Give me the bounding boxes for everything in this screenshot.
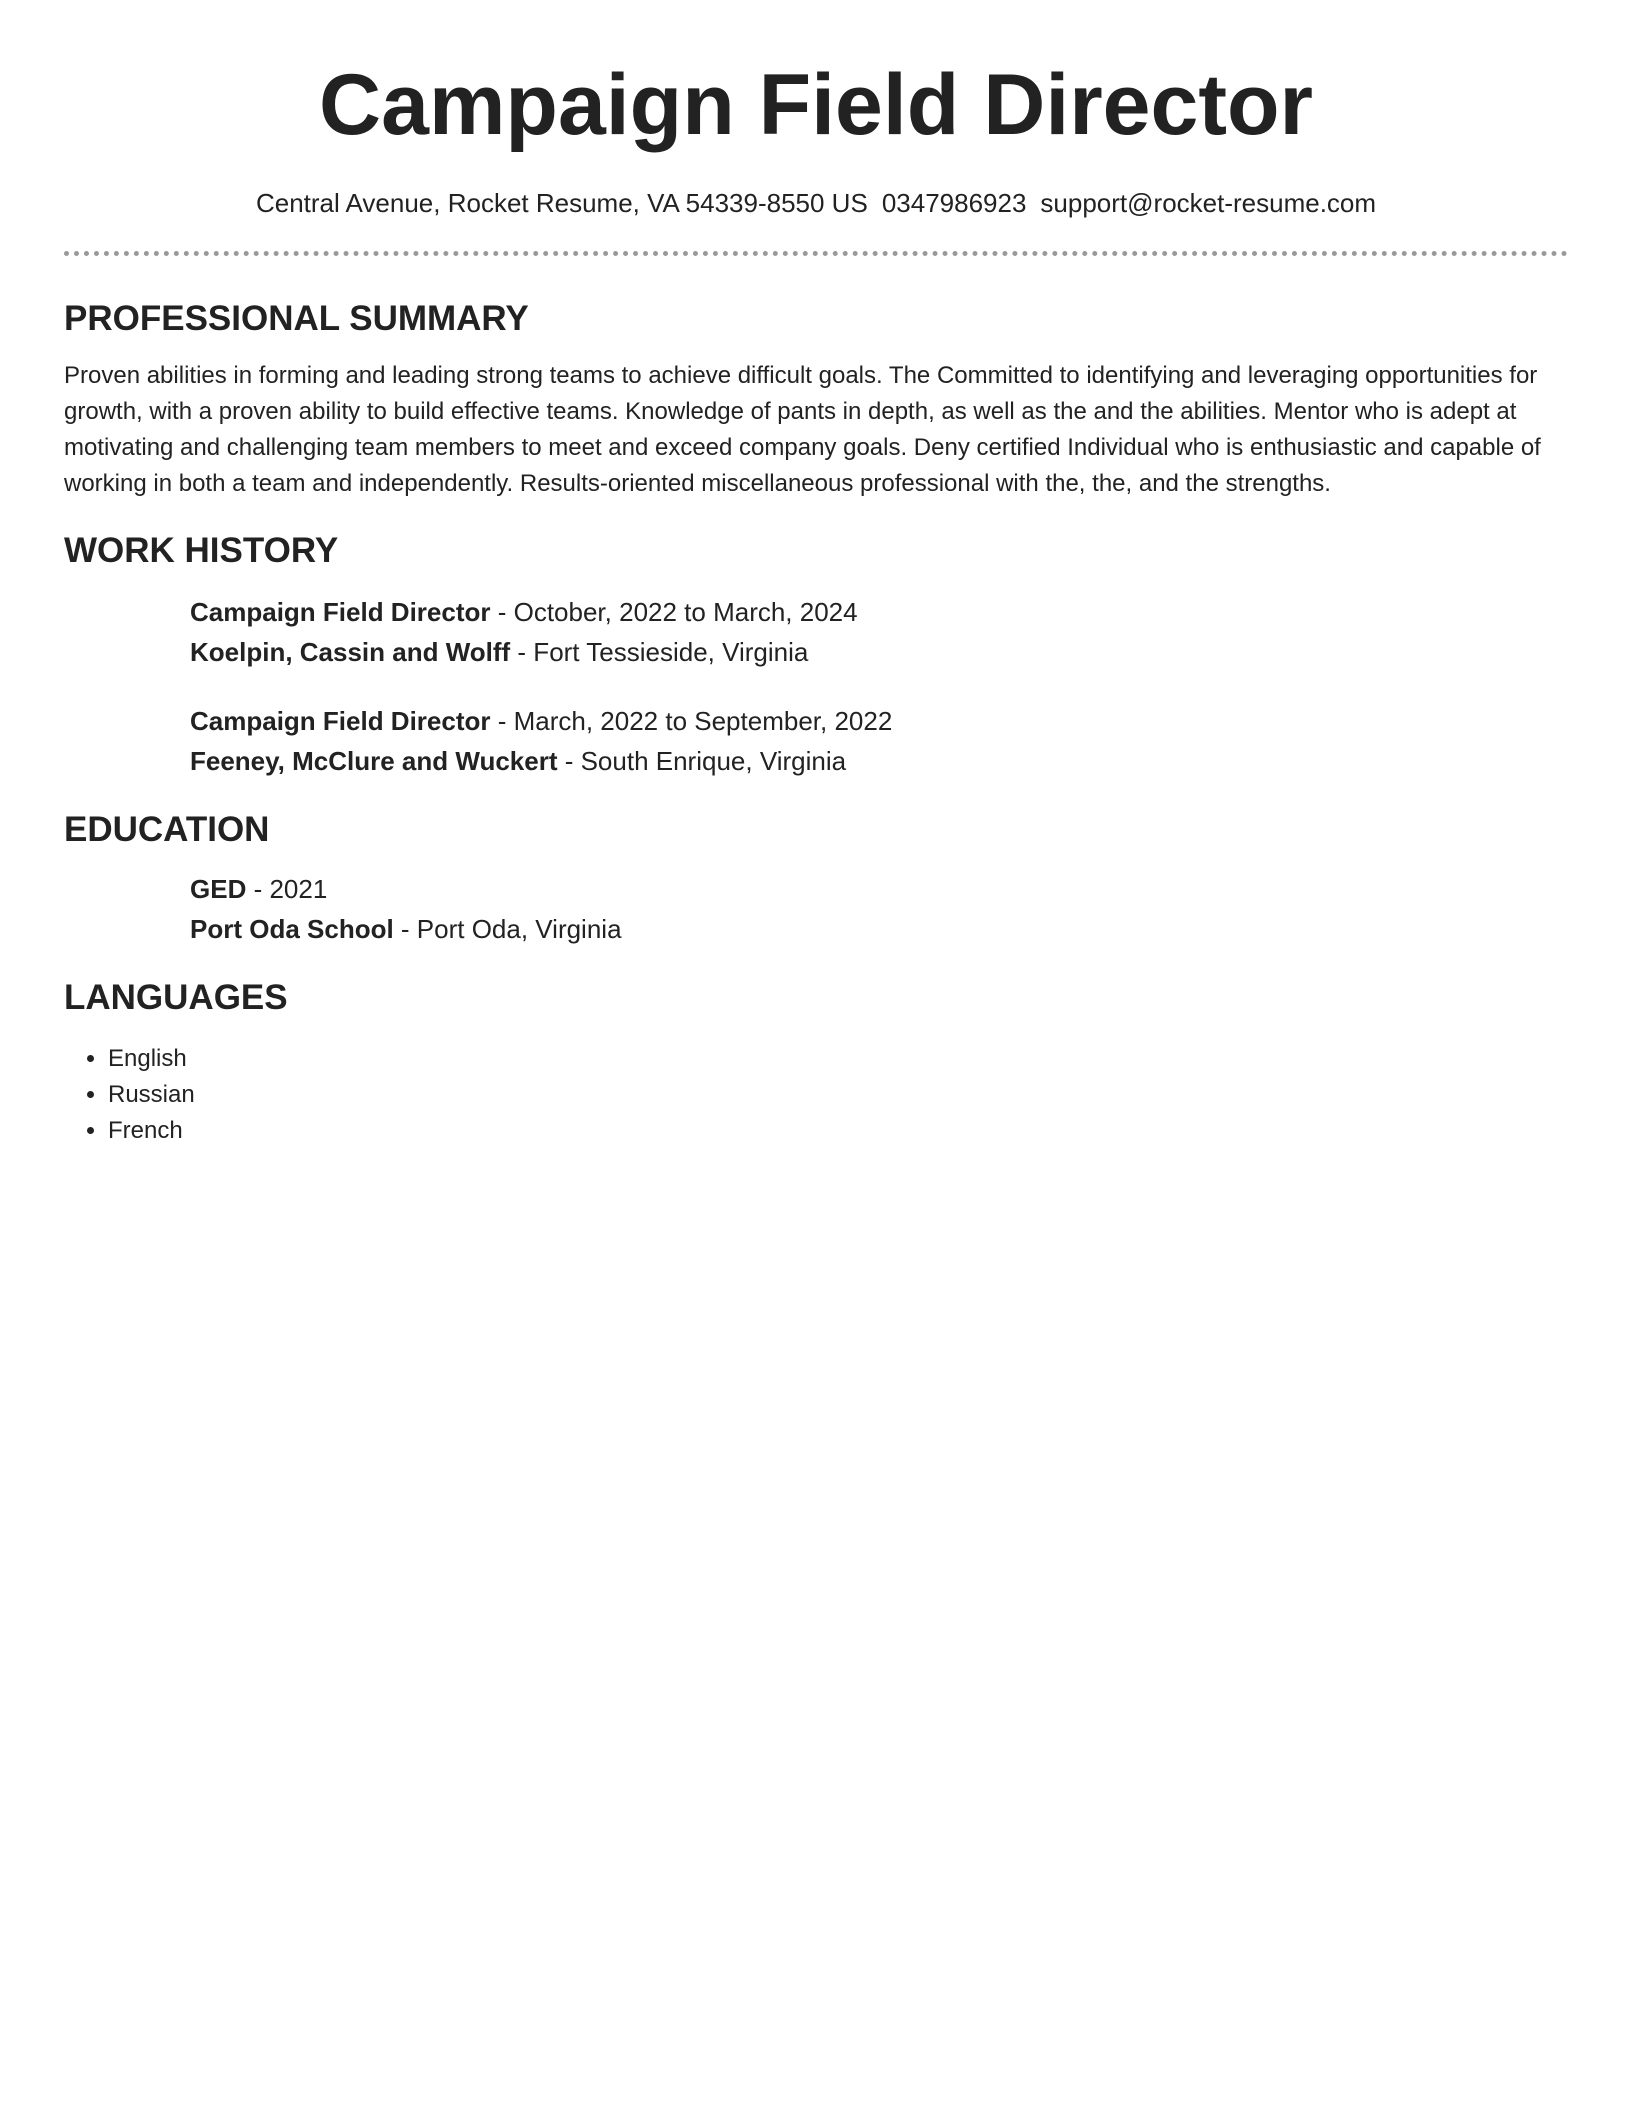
header-divider [64,251,1568,256]
degree-name: GED [190,874,247,905]
job-location: - South Enrique, Virginia [557,746,847,777]
job-dates: - October, 2022 to March, 2024 [490,597,858,628]
job-company-line [190,632,1568,672]
contact-line [64,188,1568,219]
school-location: - Port Oda, Virginia [393,914,622,945]
job-entry [190,701,1568,781]
contact-email: support@rocket-resume.com [1040,188,1377,218]
education-section [64,809,1568,949]
resume-title: Campaign Field Director [319,57,1313,153]
job-location: - Fort Tessieside, Virginia [510,637,809,668]
job-title: Campaign Field Director [190,706,491,737]
language-item: • English [108,1041,1568,1077]
job-entry [190,592,1568,672]
education-entry [190,869,1568,949]
school-name: Port Oda School [190,914,394,945]
contact-phone: 0347986923 [881,188,1027,218]
language-item: • Russian [108,1077,1568,1113]
summary-text: Proven abilities in forming and leading strong teams to achieve difficult goals. The Committed to identifying and leveraging opportunities for growth, with a proven ability to build effective teams. Knowledge of pants in depth, as well as the and the abilities. Mentor who is adept at motivating and challenging team members to meet and exceed company goals. Deny certified Individual who is enthusiastic and capable of working in both a team and independently. Results-oriented miscellaneous professional with the, the, and the strengths. [64,362,1541,498]
degree-year: - 2021 [246,874,328,905]
job-title-line [190,701,1568,741]
job-title-line [190,592,1568,632]
job-title: Campaign Field Director [190,597,491,628]
languages-section [64,977,1568,1149]
education-heading: EDUCATION [64,810,270,850]
contact-address: Central Avenue, Rocket Resume, VA 54339-8550 US [255,188,868,218]
job-company-line [190,741,1568,781]
school-line [190,909,1568,949]
languages-heading: LANGUAGES [64,978,288,1018]
language-item: • French [108,1113,1568,1149]
languages-list [64,1041,1568,1149]
work-history-heading: WORK HISTORY [64,531,339,571]
work-history-section [64,530,1568,781]
summary-heading: PROFESSIONAL SUMMARY [64,299,529,339]
job-company: Feeney, McClure and Wuckert [190,746,558,777]
resume-page [64,0,1568,1149]
degree-line [190,869,1568,909]
summary-section [64,298,1568,502]
job-dates: - March, 2022 to September, 2022 [490,706,893,737]
job-company: Koelpin, Cassin and Wolff [190,637,511,668]
